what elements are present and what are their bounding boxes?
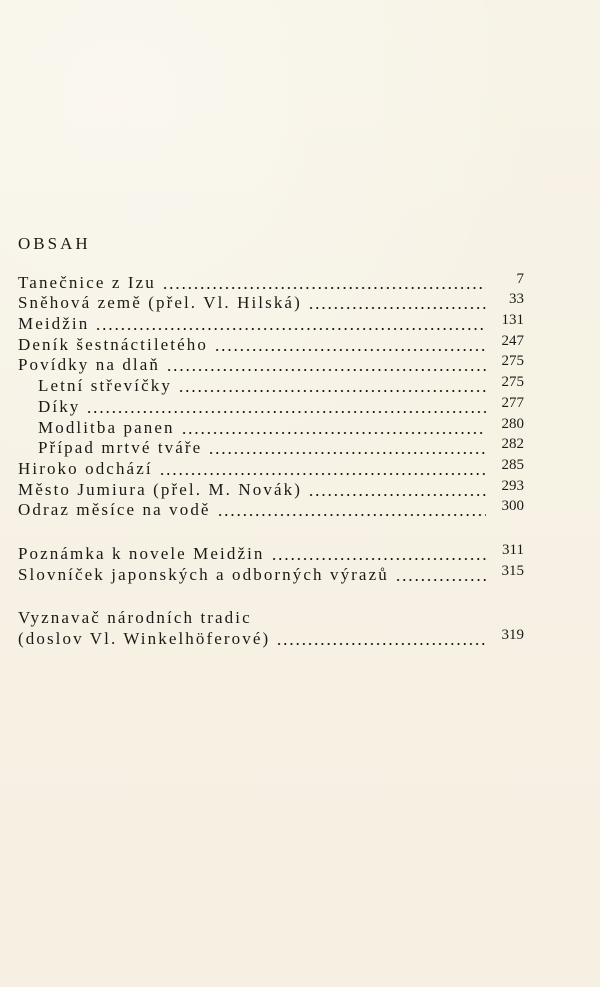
dot-leader [276,643,486,645]
dot-leader [95,328,486,330]
toc-entry [18,313,524,334]
toc-entry-page: 275 [501,353,524,370]
toc-entry-title: Deník šestnáctiletého [18,334,208,354]
toc-appendix-entry [18,564,524,585]
toc-afterword-title-line [18,608,524,629]
toc-entry-title: Poznámka k novele Meidžin [18,543,265,563]
toc-entry-title: Město Jumiura (přel. M. Novák) [18,479,302,499]
dot-leader [217,514,486,516]
toc-afterword-line1: Vyznavač národních tradic [18,608,252,628]
toc-entry [18,334,524,355]
toc-entry-page: 315 [501,562,524,579]
toc-subentry-page: 277 [501,394,524,411]
toc-entry [18,272,524,293]
toc-entry-title: Meidžin [18,314,90,334]
dot-leader [395,579,486,581]
section-gap [18,585,524,608]
toc-subentry [18,396,524,417]
toc-entry [18,458,524,479]
toc-subentry-page: 282 [501,436,524,453]
dot-leader [178,390,486,392]
toc-afterword-entry [18,628,524,649]
dot-leader [181,432,486,434]
toc-entry-title: Hiroko odchází [18,458,153,478]
toc-entry [18,500,524,521]
toc-entry-page: 131 [501,312,524,329]
dot-leader [166,369,486,371]
toc-heading: OBSAH [18,234,91,253]
toc-subentry-title: Modlitba panen [38,417,175,437]
dot-leader [308,494,486,496]
toc-entry-page: 311 [502,541,524,558]
toc-subentry-title: Případ mrtvé tváře [38,438,203,458]
toc-entry-title: Sněhová země (přel. Vl. Hilská) [18,293,302,313]
toc-entry-title: Odraz měsíce na vodě [18,500,211,520]
dot-leader [208,452,486,454]
toc-subentry-title: Letní střevíčky [38,376,172,396]
toc-appendix-entry [18,543,524,564]
toc-entry [18,355,524,376]
dot-leader [214,349,486,351]
toc-subentry [18,438,524,459]
toc-subentry [18,417,524,438]
toc-entry [18,293,524,314]
toc-entry-page: 7 [516,270,524,287]
toc-subentry-page: 280 [501,415,524,432]
toc-subentry-page: 275 [501,374,524,391]
toc-entry-title: Slovníček japonských a odborných výrazů [18,564,389,584]
toc-entry-title: Tanečnice z Izu [18,272,156,292]
dot-leader [162,287,486,289]
toc-afterword-line2: (doslov Vl. Winkelhöferové) [18,629,271,648]
toc-entry-title: Povídky na dlaň [18,355,160,375]
dot-leader [271,558,486,560]
toc-entry-page: 319 [501,627,524,643]
toc-entry-page: 285 [501,456,524,473]
table-of-contents [18,272,524,649]
section-gap [18,520,524,543]
dot-leader [159,473,486,475]
toc-entry-page: 247 [501,332,524,349]
toc-entry-page: 300 [501,498,524,515]
dot-leader [308,307,486,309]
toc-entry-page: 293 [501,477,524,494]
toc-entry [18,479,524,500]
toc-subentry-title: Díky [38,396,81,416]
toc-subentry [18,375,524,396]
toc-entry-page: 33 [509,291,524,308]
dot-leader [86,411,486,413]
